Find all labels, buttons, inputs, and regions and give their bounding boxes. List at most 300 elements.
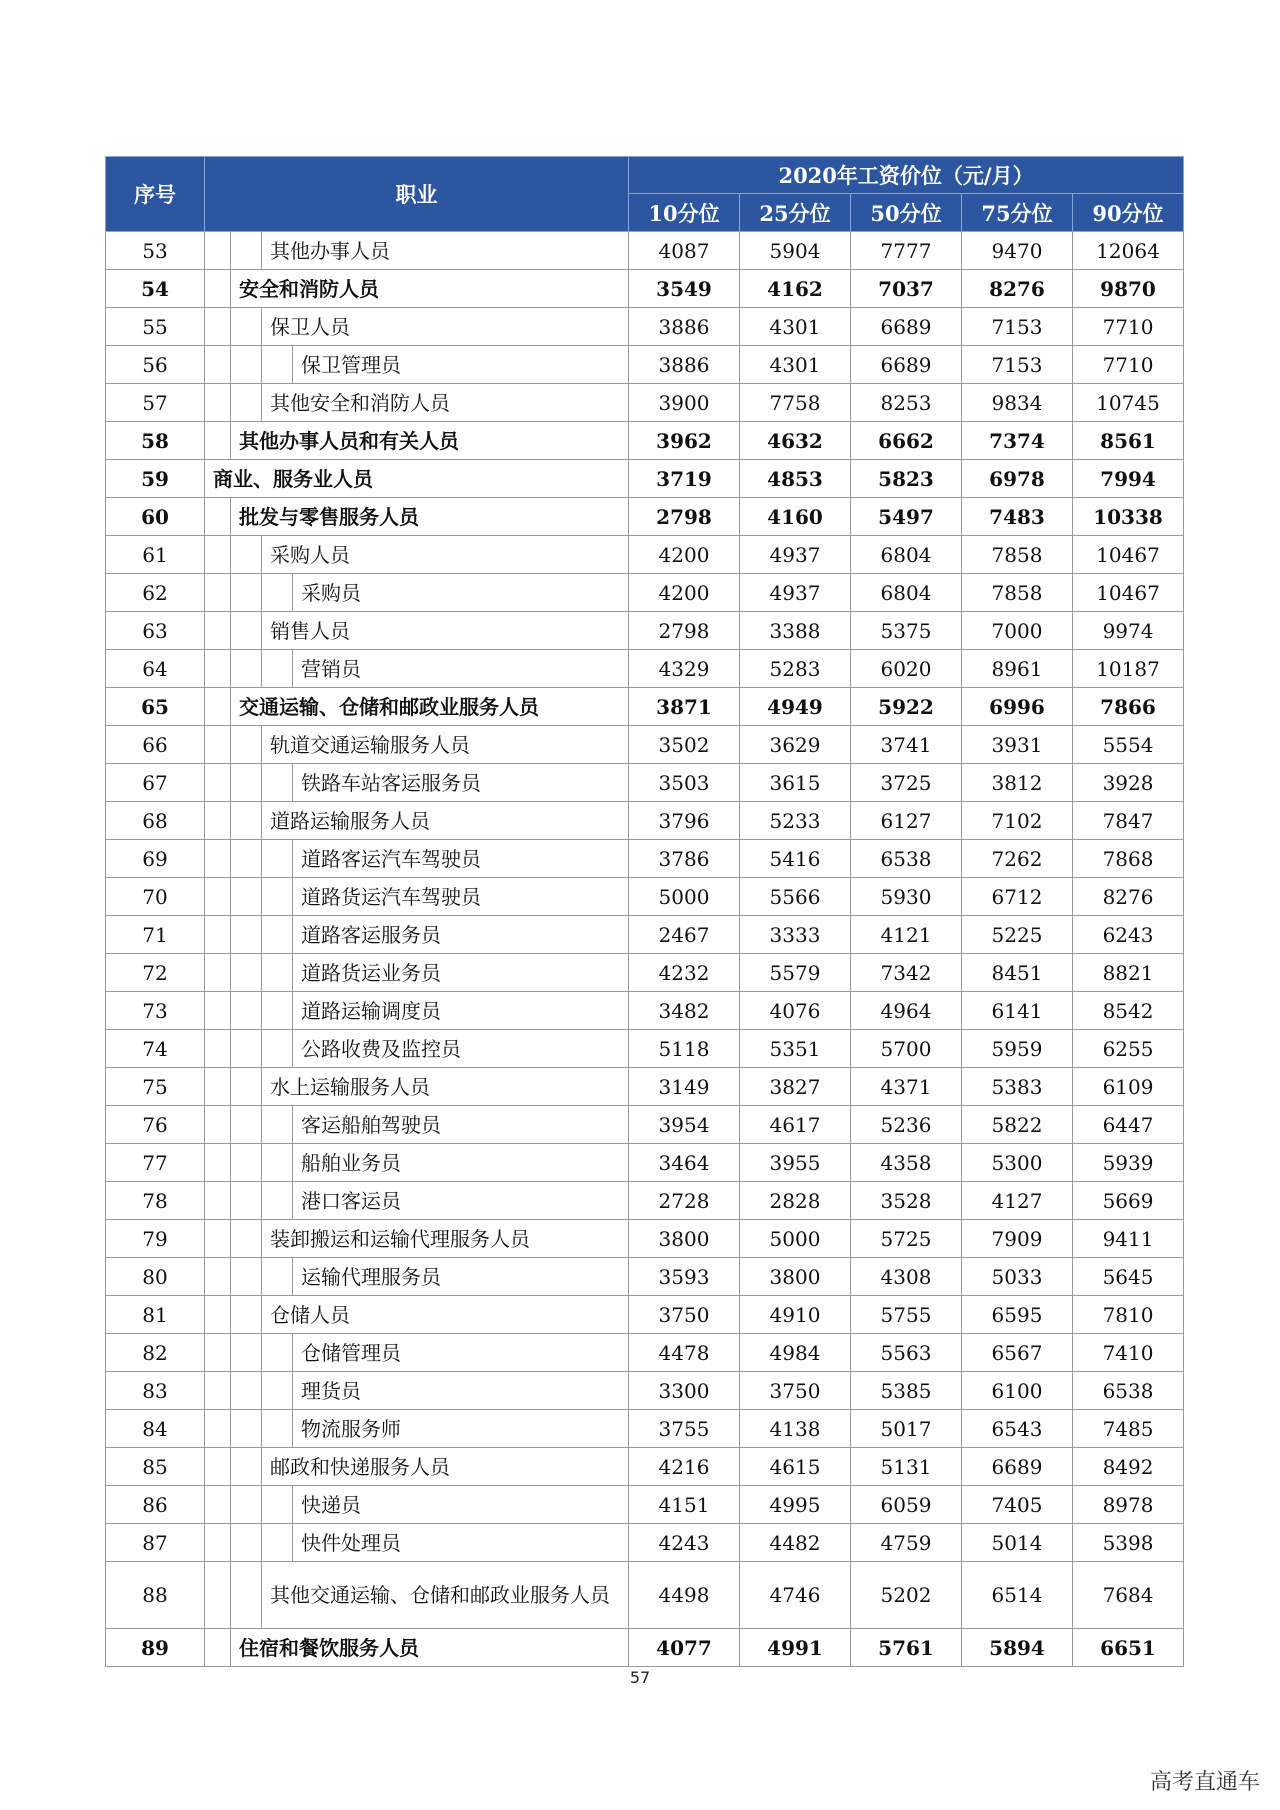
seq-cell: 69: [106, 840, 205, 878]
indent-cell: [231, 840, 262, 878]
wage-cell: 6689: [851, 308, 962, 346]
indent-cell: [231, 1372, 262, 1410]
wage-cell: 5118: [629, 1030, 740, 1068]
wage-cell: 6689: [851, 346, 962, 384]
table-row: [106, 1030, 1184, 1068]
seq-cell: 57: [106, 384, 205, 422]
wage-cell: 3886: [629, 308, 740, 346]
wage-cell: 6662: [851, 422, 962, 460]
wage-cell: 10187: [1073, 650, 1184, 688]
indent-cell: [205, 1372, 231, 1410]
occupation-cell: 船舶业务员: [293, 1144, 629, 1182]
occupation-cell: 道路客运服务员: [293, 916, 629, 954]
wage-cell: 3928: [1073, 764, 1184, 802]
indent-cell: [205, 878, 231, 916]
wage-cell: 2828: [740, 1182, 851, 1220]
indent-cell: [231, 726, 262, 764]
wage-cell: 4964: [851, 992, 962, 1030]
indent-cell: [205, 612, 231, 650]
wage-cell: 5375: [851, 612, 962, 650]
occupation-cell: 物流服务师: [293, 1410, 629, 1448]
indent-cell: [205, 1144, 231, 1182]
indent-cell: [205, 1448, 231, 1486]
wage-cell: 7847: [1073, 802, 1184, 840]
wage-cell: 4759: [851, 1524, 962, 1562]
indent-cell: [231, 1296, 262, 1334]
wage-cell: 3528: [851, 1182, 962, 1220]
wage-cell: 8451: [962, 954, 1073, 992]
wage-cell: 5823: [851, 460, 962, 498]
wage-cell: 5383: [962, 1068, 1073, 1106]
wage-cell: 3482: [629, 992, 740, 1030]
indent-cell: [262, 878, 293, 916]
indent-cell: [231, 574, 262, 612]
wage-cell: 4200: [629, 536, 740, 574]
indent-cell: [205, 1524, 231, 1562]
wage-cell: 3593: [629, 1258, 740, 1296]
wage-cell: 7374: [962, 422, 1073, 460]
table-row: [106, 802, 1184, 840]
wage-cell: 9834: [962, 384, 1073, 422]
wage-cell: 6804: [851, 574, 962, 612]
seq-cell: 76: [106, 1106, 205, 1144]
seq-cell: 74: [106, 1030, 205, 1068]
page-number: 57: [629, 1668, 651, 1687]
wage-cell: 7153: [962, 346, 1073, 384]
wage-cell: 3388: [740, 612, 851, 650]
wage-cell: 7483: [962, 498, 1073, 536]
wage-cell: 5930: [851, 878, 962, 916]
table-row: [106, 1629, 1184, 1667]
header-wage-group: 2020年工资价位（元/月）: [629, 157, 1184, 194]
wage-cell: 7405: [962, 1486, 1073, 1524]
header-seq: 序号: [106, 157, 205, 232]
wage-cell: 6538: [1073, 1372, 1184, 1410]
indent-cell: [231, 992, 262, 1030]
occupation-cell: 道路运输服务人员: [262, 802, 629, 840]
wage-cell: 4301: [740, 346, 851, 384]
seq-cell: 61: [106, 536, 205, 574]
seq-cell: 77: [106, 1144, 205, 1182]
occupation-cell: 港口客运员: [293, 1182, 629, 1220]
wage-cell: 6651: [1073, 1629, 1184, 1667]
seq-cell: 85: [106, 1448, 205, 1486]
table-row: [106, 422, 1184, 460]
indent-cell: [231, 1106, 262, 1144]
indent-cell: [262, 346, 293, 384]
wage-cell: 4949: [740, 688, 851, 726]
wage-cell: 5645: [1073, 1258, 1184, 1296]
wage-cell: 3300: [629, 1372, 740, 1410]
seq-cell: 66: [106, 726, 205, 764]
wage-cell: 4216: [629, 1448, 740, 1486]
wage-table: [105, 156, 1184, 1667]
table-row: [106, 726, 1184, 764]
wage-cell: 5755: [851, 1296, 962, 1334]
occupation-cell: 仓储管理员: [293, 1334, 629, 1372]
wage-cell: 4746: [740, 1562, 851, 1629]
occupation-cell: 其他办事人员: [262, 232, 629, 270]
indent-cell: [262, 650, 293, 688]
wage-cell: 4358: [851, 1144, 962, 1182]
indent-cell: [262, 1410, 293, 1448]
wage-cell: 6712: [962, 878, 1073, 916]
indent-cell: [262, 992, 293, 1030]
wage-cell: 5563: [851, 1334, 962, 1372]
indent-cell: [231, 764, 262, 802]
wage-cell: 6447: [1073, 1106, 1184, 1144]
occupation-cell: 批发与零售服务人员: [231, 498, 629, 536]
wage-cell: 5398: [1073, 1524, 1184, 1562]
table-row: [106, 1448, 1184, 1486]
table-row: [106, 308, 1184, 346]
table-row: [106, 1486, 1184, 1524]
occupation-cell: 快件处理员: [293, 1524, 629, 1562]
indent-cell: [231, 1144, 262, 1182]
wage-cell: 5566: [740, 878, 851, 916]
table-row: [106, 384, 1184, 422]
wage-cell: 4937: [740, 536, 851, 574]
occupation-cell: 运输代理服务员: [293, 1258, 629, 1296]
table-row: [106, 1220, 1184, 1258]
wage-cell: 6538: [851, 840, 962, 878]
indent-cell: [205, 1410, 231, 1448]
seq-cell: 79: [106, 1220, 205, 1258]
wage-cell: 7909: [962, 1220, 1073, 1258]
indent-cell: [205, 954, 231, 992]
wage-cell: 3549: [629, 270, 740, 308]
indent-cell: [205, 232, 231, 270]
wage-cell: 5554: [1073, 726, 1184, 764]
wage-cell: 10467: [1073, 574, 1184, 612]
wage-cell: 10338: [1073, 498, 1184, 536]
header-p75: 75分位: [962, 194, 1073, 232]
wage-cell: 7994: [1073, 460, 1184, 498]
table-row: [106, 1258, 1184, 1296]
wage-cell: 7102: [962, 802, 1073, 840]
wage-cell: 4482: [740, 1524, 851, 1562]
occupation-cell: 道路货运汽车驾驶员: [293, 878, 629, 916]
indent-cell: [262, 1372, 293, 1410]
occupation-cell: 安全和消防人员: [231, 270, 629, 308]
indent-cell: [231, 1524, 262, 1562]
wage-cell: 3750: [740, 1372, 851, 1410]
indent-cell: [231, 802, 262, 840]
indent-cell: [262, 1258, 293, 1296]
occupation-cell: 公路收费及监控员: [293, 1030, 629, 1068]
wage-cell: 7858: [962, 536, 1073, 574]
wage-cell: 7000: [962, 612, 1073, 650]
wage-cell: 5959: [962, 1030, 1073, 1068]
indent-cell: [205, 802, 231, 840]
wage-cell: 7777: [851, 232, 962, 270]
wage-cell: 6127: [851, 802, 962, 840]
wage-cell: 3502: [629, 726, 740, 764]
wage-cell: 5351: [740, 1030, 851, 1068]
wage-cell: 3149: [629, 1068, 740, 1106]
wage-cell: 3812: [962, 764, 1073, 802]
seq-cell: 56: [106, 346, 205, 384]
wage-cell: 4910: [740, 1296, 851, 1334]
seq-cell: 83: [106, 1372, 205, 1410]
wage-cell: 4617: [740, 1106, 851, 1144]
indent-cell: [205, 1629, 231, 1667]
wage-cell: 6996: [962, 688, 1073, 726]
wage-cell: 7810: [1073, 1296, 1184, 1334]
wage-cell: 5283: [740, 650, 851, 688]
wage-cell: 5017: [851, 1410, 962, 1448]
seq-cell: 82: [106, 1334, 205, 1372]
wage-cell: 6595: [962, 1296, 1073, 1334]
wage-cell: 4632: [740, 422, 851, 460]
indent-cell: [205, 1220, 231, 1258]
occupation-cell: 道路货运业务员: [293, 954, 629, 992]
wage-cell: 5725: [851, 1220, 962, 1258]
header-p90: 90分位: [1073, 194, 1184, 232]
table-row: [106, 1068, 1184, 1106]
wage-cell: 5894: [962, 1629, 1073, 1667]
indent-cell: [231, 384, 262, 422]
indent-cell: [205, 498, 231, 536]
wage-cell: 10467: [1073, 536, 1184, 574]
wage-cell: 3871: [629, 688, 740, 726]
indent-cell: [231, 1486, 262, 1524]
indent-cell: [205, 1334, 231, 1372]
wage-cell: 8492: [1073, 1448, 1184, 1486]
table-body: [106, 232, 1184, 1667]
indent-cell: [231, 308, 262, 346]
wage-cell: 4232: [629, 954, 740, 992]
occupation-cell: 快递员: [293, 1486, 629, 1524]
wage-cell: 8561: [1073, 422, 1184, 460]
indent-cell: [205, 1182, 231, 1220]
seq-cell: 72: [106, 954, 205, 992]
wage-cell: 5497: [851, 498, 962, 536]
wage-cell: 4301: [740, 308, 851, 346]
occupation-cell: 理货员: [293, 1372, 629, 1410]
wage-cell: 4984: [740, 1334, 851, 1372]
table-row: [106, 1562, 1184, 1629]
wage-cell: 4160: [740, 498, 851, 536]
wage-cell: 3800: [740, 1258, 851, 1296]
indent-cell: [231, 612, 262, 650]
wage-cell: 2728: [629, 1182, 740, 1220]
wage-cell: 3900: [629, 384, 740, 422]
wage-cell: 3786: [629, 840, 740, 878]
wage-cell: 4995: [740, 1486, 851, 1524]
wage-cell: 3796: [629, 802, 740, 840]
wage-cell: 5033: [962, 1258, 1073, 1296]
seq-cell: 58: [106, 422, 205, 460]
indent-cell: [205, 1258, 231, 1296]
seq-cell: 81: [106, 1296, 205, 1334]
indent-cell: [231, 650, 262, 688]
wage-cell: 4937: [740, 574, 851, 612]
wage-cell: 6567: [962, 1334, 1073, 1372]
table-row: [106, 764, 1184, 802]
table-row: [106, 574, 1184, 612]
wage-cell: 4121: [851, 916, 962, 954]
wage-cell: 2798: [629, 612, 740, 650]
wage-cell: 8253: [851, 384, 962, 422]
wage-cell: 5000: [740, 1220, 851, 1258]
table-row: [106, 1524, 1184, 1562]
table-row: [106, 1106, 1184, 1144]
wage-cell: 5233: [740, 802, 851, 840]
occupation-cell: 其他安全和消防人员: [262, 384, 629, 422]
wage-cell: 4087: [629, 232, 740, 270]
seq-cell: 63: [106, 612, 205, 650]
wage-cell: 12064: [1073, 232, 1184, 270]
wage-cell: 8978: [1073, 1486, 1184, 1524]
occupation-cell: 仓储人员: [262, 1296, 629, 1334]
indent-cell: [205, 1486, 231, 1524]
occupation-cell: 其他办事人员和有关人员: [231, 422, 629, 460]
indent-cell: [262, 916, 293, 954]
indent-cell: [205, 840, 231, 878]
wage-cell: 8961: [962, 650, 1073, 688]
wage-cell: 7485: [1073, 1410, 1184, 1448]
wage-cell: 3464: [629, 1144, 740, 1182]
table-row: [106, 954, 1184, 992]
occupation-cell: 道路运输调度员: [293, 992, 629, 1030]
indent-cell: [205, 422, 231, 460]
table-row: [106, 1182, 1184, 1220]
wage-cell: 3886: [629, 346, 740, 384]
wage-cell: 4329: [629, 650, 740, 688]
occupation-cell: 采购人员: [262, 536, 629, 574]
wage-cell: 5939: [1073, 1144, 1184, 1182]
wage-cell: 7710: [1073, 346, 1184, 384]
indent-cell: [205, 992, 231, 1030]
indent-cell: [205, 916, 231, 954]
seq-cell: 88: [106, 1562, 205, 1629]
wage-cell: 4615: [740, 1448, 851, 1486]
seq-cell: 78: [106, 1182, 205, 1220]
indent-cell: [231, 1334, 262, 1372]
wage-cell: 4200: [629, 574, 740, 612]
wage-cell: 7858: [962, 574, 1073, 612]
indent-cell: [231, 1410, 262, 1448]
wage-cell: 8276: [962, 270, 1073, 308]
wage-cell: 4371: [851, 1068, 962, 1106]
table-row: [106, 612, 1184, 650]
seq-cell: 67: [106, 764, 205, 802]
wage-cell: 7262: [962, 840, 1073, 878]
wage-cell: 6514: [962, 1562, 1073, 1629]
occupation-cell: 保卫管理员: [293, 346, 629, 384]
indent-cell: [205, 1562, 231, 1629]
occupation-cell: 采购员: [293, 574, 629, 612]
occupation-cell: 其他交通运输、仓储和邮政业服务人员: [262, 1562, 629, 1629]
seq-cell: 65: [106, 688, 205, 726]
indent-cell: [205, 726, 231, 764]
indent-cell: [205, 650, 231, 688]
table-row: [106, 232, 1184, 270]
seq-cell: 59: [106, 460, 205, 498]
seq-cell: 60: [106, 498, 205, 536]
wage-cell: 5202: [851, 1562, 962, 1629]
wage-cell: 9870: [1073, 270, 1184, 308]
wage-cell: 9470: [962, 232, 1073, 270]
occupation-cell: 保卫人员: [262, 308, 629, 346]
wage-cell: 6100: [962, 1372, 1073, 1410]
wage-cell: 4076: [740, 992, 851, 1030]
wage-cell: 6255: [1073, 1030, 1184, 1068]
wage-cell: 3629: [740, 726, 851, 764]
wage-cell: 4162: [740, 270, 851, 308]
wage-cell: 4077: [629, 1629, 740, 1667]
indent-cell: [231, 1030, 262, 1068]
wage-cell: 5225: [962, 916, 1073, 954]
indent-cell: [231, 878, 262, 916]
wage-cell: 5922: [851, 688, 962, 726]
seq-cell: 62: [106, 574, 205, 612]
indent-cell: [231, 1182, 262, 1220]
table-row: [106, 346, 1184, 384]
indent-cell: [205, 1106, 231, 1144]
wage-cell: 3755: [629, 1410, 740, 1448]
indent-cell: [205, 688, 231, 726]
wage-cell: 4151: [629, 1486, 740, 1524]
wage-cell: 4991: [740, 1629, 851, 1667]
occupation-cell: 铁路车站客运服务员: [293, 764, 629, 802]
wage-cell: 3954: [629, 1106, 740, 1144]
indent-cell: [262, 1182, 293, 1220]
indent-cell: [231, 1448, 262, 1486]
seq-cell: 84: [106, 1410, 205, 1448]
wage-cell: 3800: [629, 1220, 740, 1258]
seq-cell: 86: [106, 1486, 205, 1524]
wage-cell: 7684: [1073, 1562, 1184, 1629]
occupation-cell: 销售人员: [262, 612, 629, 650]
wage-cell: 5669: [1073, 1182, 1184, 1220]
indent-cell: [231, 1258, 262, 1296]
wage-cell: 7710: [1073, 308, 1184, 346]
wage-cell: 6109: [1073, 1068, 1184, 1106]
wage-cell: 3750: [629, 1296, 740, 1334]
wage-cell: 3962: [629, 422, 740, 460]
wage-cell: 2798: [629, 498, 740, 536]
seq-cell: 73: [106, 992, 205, 1030]
wage-cell: 3741: [851, 726, 962, 764]
occupation-cell: 水上运输服务人员: [262, 1068, 629, 1106]
indent-cell: [262, 1030, 293, 1068]
wage-cell: 7342: [851, 954, 962, 992]
seq-cell: 53: [106, 232, 205, 270]
header-row-group: [106, 157, 1184, 194]
wage-cell: 7153: [962, 308, 1073, 346]
wage-cell: 5416: [740, 840, 851, 878]
indent-cell: [262, 1334, 293, 1372]
indent-cell: [262, 1106, 293, 1144]
wage-cell: 9974: [1073, 612, 1184, 650]
table-row: [106, 270, 1184, 308]
wage-cell: 8821: [1073, 954, 1184, 992]
wage-cell: 6978: [962, 460, 1073, 498]
indent-cell: [205, 764, 231, 802]
seq-cell: 68: [106, 802, 205, 840]
wage-cell: 5300: [962, 1144, 1073, 1182]
wage-cell: 4478: [629, 1334, 740, 1372]
wage-cell: 8276: [1073, 878, 1184, 916]
wage-cell: 6543: [962, 1410, 1073, 1448]
header-p10: 10分位: [629, 194, 740, 232]
wage-cell: 3615: [740, 764, 851, 802]
wage-cell: 6689: [962, 1448, 1073, 1486]
indent-cell: [262, 1486, 293, 1524]
indent-cell: [231, 1068, 262, 1106]
